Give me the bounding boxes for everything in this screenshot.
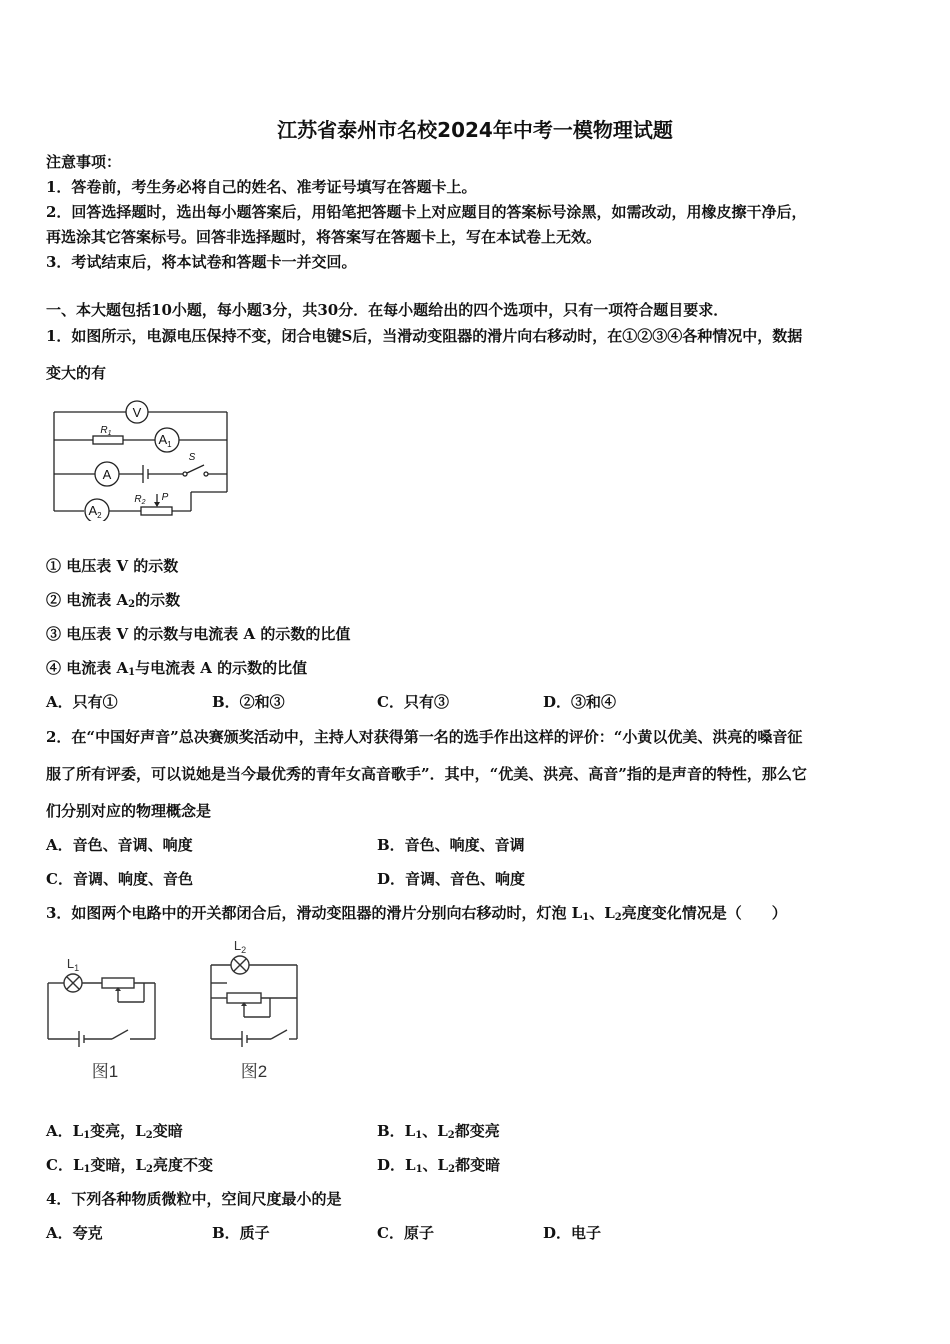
q3-option-a: A．$L_1$变亮，$L_2$变暗: [46, 1122, 183, 1141]
svg-text:R1: [100, 425, 111, 437]
q2-option-b: B．音色、响度、音调: [377, 836, 525, 854]
q1-circuit-diagram: [46, 396, 236, 521]
question-3-text: 3．如图两个电路中的开关都闭合后，滑动变阻器的滑片分别向右移动时，灯泡 $L_1$、$L_2$亮度变化情况是（ ）: [46, 904, 787, 923]
svg-text:A1: [158, 432, 172, 449]
q1-option-b: B．②和③: [212, 693, 285, 711]
q1-statement: ③ 电压表 V 的示数与电流表 A 的示数的比值: [46, 625, 351, 643]
ammeter2-label: A: [88, 503, 98, 518]
question-4-text: 4．下列各种物质微粒中，空间尺度最小的是: [46, 1190, 342, 1208]
r2-sub: 2: [141, 499, 146, 506]
q3-option-d: D．$L_1$、$L_2$都变暗: [377, 1156, 501, 1175]
lamp2-label: L: [233, 938, 242, 953]
q2-option-c: C．音调、响度、音色: [46, 870, 193, 888]
page-title: 江苏省泰州市名校2024年中考一模物理试题: [277, 118, 673, 142]
svg-text:A2: [88, 503, 102, 520]
q1-option-c: C．只有③: [377, 693, 449, 711]
q4-option-b: B．质子: [212, 1224, 270, 1242]
q3-circuit-diagrams: [42, 935, 304, 1085]
q1-option-a: A．只有①: [46, 693, 118, 711]
notice-item: 1．答卷前，考生务必将自己的姓名、准考证号填写在答题卡上。: [46, 178, 477, 196]
question-2-text: 服了所有评委，可以说她是当今最优秀的青年女高音歌手”．其中，“优美、洪亮、高音”指的是声音的特性，那么它: [46, 765, 807, 783]
q1-statement: ① 电压表 V 的示数: [46, 557, 179, 575]
notice-item: 3．考试结束后，将本试卷和答题卡一并交回。: [46, 253, 357, 271]
slider-label: P: [161, 492, 169, 503]
ammeter1-sub: 1: [167, 440, 172, 449]
q3-option-b: B．$L_1$、$L_2$都变亮: [377, 1122, 500, 1141]
lamp1-label: L: [66, 956, 75, 971]
r1-label: R: [100, 425, 108, 436]
figure-2-caption: 图2: [240, 1062, 268, 1081]
question-2-text: 2．在“中国好声音”总决赛颁奖活动中，主持人对获得第一名的选手作出这样的评价：“小黄以优美、洪亮的嗓音征: [46, 728, 803, 746]
question-1-text: 变大的有: [46, 364, 107, 382]
switch-label: S: [188, 452, 196, 463]
voltmeter-label: V: [132, 405, 142, 420]
q2-option-d: D．音调、音色、响度: [377, 870, 526, 888]
svg-text:L2: [234, 938, 246, 955]
q2-option-a: A．音色、音调、响度: [46, 836, 193, 854]
q1-statement: ② 电流表 $A_2$的示数: [46, 591, 181, 610]
notice-item: 2．回答选择题时，选出每小题答案后，用铅笔把答题卡上对应题目的答案标号涂黑，如需改动，用橡皮擦干净后，: [46, 203, 807, 221]
q4-option-c: C．原子: [377, 1224, 434, 1242]
ammeter-main-label: A: [102, 467, 112, 482]
question-2-text: 们分别对应的物理概念是: [46, 802, 212, 820]
figure-1-caption: 图1: [91, 1062, 119, 1081]
lamp1-sub: 1: [74, 963, 80, 973]
svg-text:L1: [67, 956, 79, 973]
section-heading: 一、本大题包括10小题，每小题3分，共30分．在每小题给出的四个选项中，只有一项符合题目要求．: [46, 301, 729, 319]
ammeter2-sub: 2: [97, 511, 102, 520]
q3-option-c: C．$L_1$变暗，$L_2$亮度不变: [46, 1156, 214, 1175]
notice-item: 再选涂其它答案标号。回答非选择题时，将答案写在答题卡上，写在本试卷上无效。: [46, 228, 602, 246]
r1-sub: 1: [107, 430, 112, 437]
lamp2-sub: 2: [241, 945, 247, 955]
q1-option-d: D．③和④: [543, 693, 617, 711]
q4-option-d: D．电子: [543, 1224, 602, 1242]
notice-heading: 注意事项：: [46, 153, 122, 171]
q4-option-a: A．夸克: [46, 1224, 103, 1242]
question-1-text: 1．如图所示，电源电压保持不变，闭合电键S后，当滑动变阻器的滑片向右移动时，在①②③④各种情况中，数据: [46, 327, 803, 345]
q1-statement: ④ 电流表 $A_1$与电流表 A 的示数的比值: [46, 659, 308, 678]
svg-text:R2: [134, 494, 145, 506]
ammeter1-label: A: [158, 432, 168, 447]
r2-label: R: [134, 494, 142, 505]
